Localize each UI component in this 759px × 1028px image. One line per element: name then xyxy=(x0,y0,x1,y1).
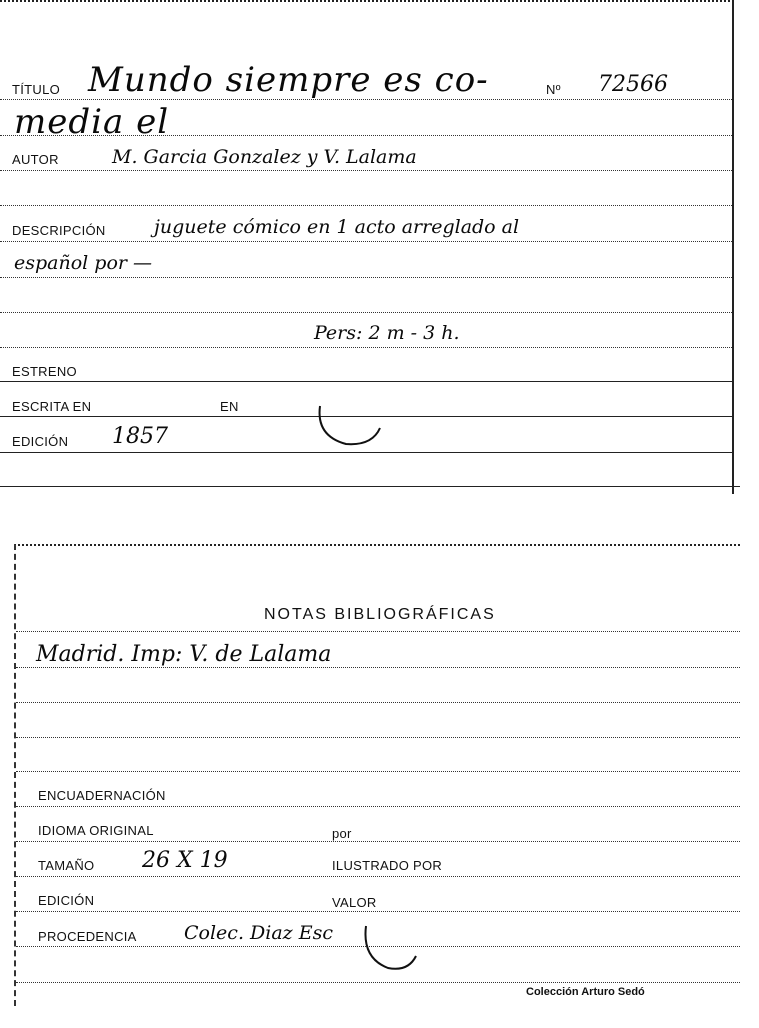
autor-value: M. Garcia Gonzalez y V. Lalama xyxy=(112,146,417,168)
edicion-rule-back xyxy=(16,911,740,912)
autor-rule xyxy=(0,170,732,171)
idioma-rule xyxy=(16,841,740,842)
notas-rule-1 xyxy=(16,631,740,632)
procedencia-value: Colec. Diaz Esc xyxy=(184,922,333,944)
personajes-value: Pers: 2 m - 3 h. xyxy=(314,322,460,344)
closing-rule xyxy=(16,982,740,983)
encuadernacion-label: ENCUADERNACIÓN xyxy=(38,788,166,803)
estreno-rule xyxy=(0,381,732,382)
autor-label: AUTOR xyxy=(12,152,59,167)
stamp-mark-back xyxy=(352,916,422,976)
blank-rule-3 xyxy=(0,347,732,348)
notas-rule-2 xyxy=(16,667,740,668)
descripcion-rule-2 xyxy=(0,277,732,278)
ilustrado-label: ILUSTRADO POR xyxy=(332,858,443,873)
titulo-label: TÍTULO xyxy=(12,82,61,97)
notas-title: NOTAS BIBLIOGRÁFICAS xyxy=(264,606,496,623)
numero-label: Nº xyxy=(546,82,561,97)
tamano-rule xyxy=(16,876,740,877)
encuadernacion-rule xyxy=(16,806,740,807)
idioma-label: IDIOMA ORIGINAL xyxy=(38,823,154,838)
notas-rule-3 xyxy=(16,702,740,703)
catalog-card-back xyxy=(14,544,740,1006)
tamano-label: TAMAÑO xyxy=(38,858,95,873)
edicion-label: EDICIÓN xyxy=(12,434,69,449)
titulo-value: Mundo siempre es co- xyxy=(88,60,489,100)
descripcion-value: juguete cómico en 1 acto arreglado al xyxy=(154,216,520,238)
collection-footer: Colección Arturo Sedó xyxy=(526,986,645,998)
card-bottom-edge xyxy=(0,486,740,487)
numero-value: 72566 xyxy=(598,72,668,97)
notas-rule-5 xyxy=(16,771,740,772)
en-label: EN xyxy=(220,399,239,414)
edicion-value: 1857 xyxy=(112,424,168,449)
titulo-value-cont: media el xyxy=(14,102,170,142)
tamano-value: 26 X 19 xyxy=(142,848,228,873)
stamp-mark xyxy=(310,400,390,450)
valor-label: VALOR xyxy=(332,895,377,910)
descripcion-value-cont: español por — xyxy=(14,252,153,274)
edicion-rule xyxy=(0,452,732,453)
edicion-label-back: EDICIÓN xyxy=(38,893,95,908)
estreno-label: ESTRENO xyxy=(12,364,77,379)
blank-rule-2 xyxy=(0,312,732,313)
catalog-card-front xyxy=(0,0,734,494)
procedencia-label: PROCEDENCIA xyxy=(38,929,137,944)
blank-rule-1 xyxy=(0,205,732,206)
notas-value: Madrid. Imp: V. de Lalama xyxy=(36,642,332,667)
notas-rule-4 xyxy=(16,737,740,738)
escrita-en-label: ESCRITA EN xyxy=(12,399,92,414)
por-label: por xyxy=(332,826,352,841)
descripcion-rule xyxy=(0,241,732,242)
descripcion-label: DESCRIPCIÓN xyxy=(12,223,106,238)
